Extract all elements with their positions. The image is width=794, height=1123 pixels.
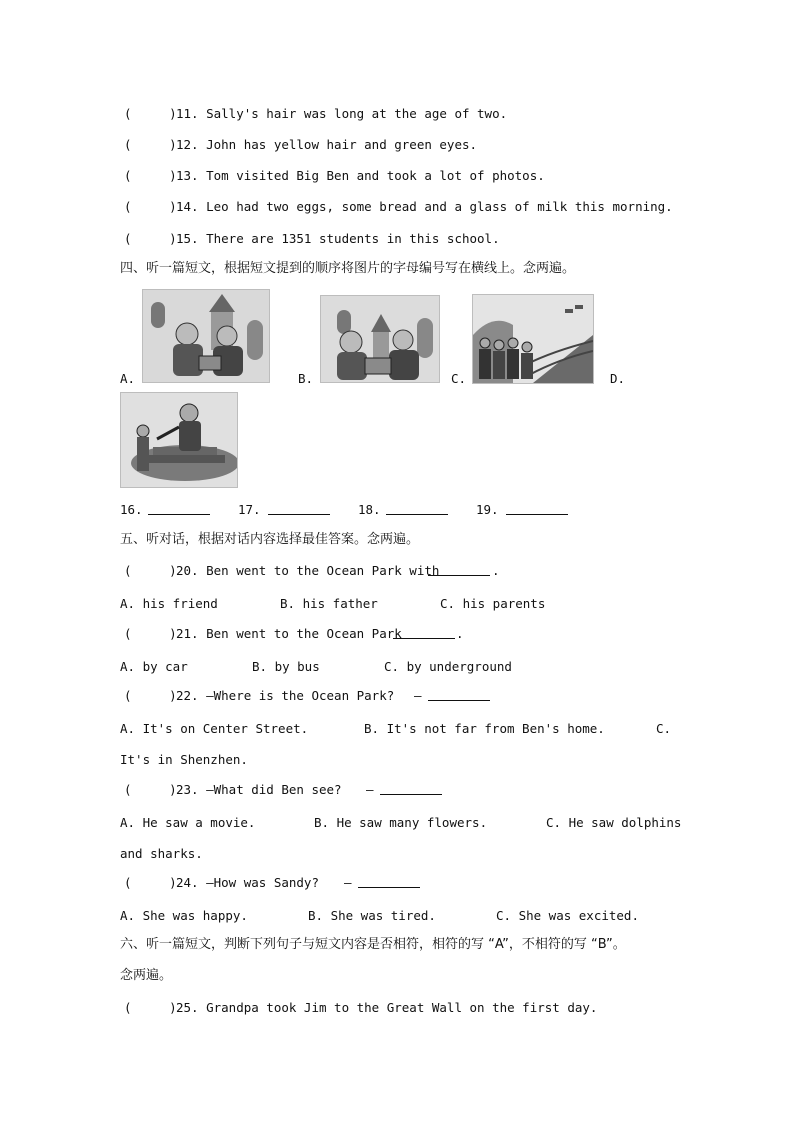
question-22-text: 22. —Where is the Ocean Park? [176,688,395,703]
question-21-blank[interactable] [393,626,455,639]
question-21-text: 21. Ben went to the Ocean Park [176,626,402,641]
answer-paren[interactable]: ( ) [124,626,177,641]
answer-16-number: 16. [120,502,143,517]
option-23-c-text: and sharks. [120,846,203,861]
question-24-blank[interactable] [358,875,420,888]
option-22-b: B. It's not far from Ben's home. [364,721,605,736]
section-6-heading: 六、听一篇短文，判断下列句子与短文内容是否相符，相符的写 “A”，不相符的写 “B”。 [120,937,626,952]
picture-a [142,289,270,383]
option-20-c: C. his parents [440,596,546,611]
answer-paren[interactable]: ( ) [124,1000,177,1015]
question-22-blank[interactable] [428,688,490,701]
question-23-dash: — [366,782,374,797]
question-text: 12. John has yellow hair and green eyes. [176,137,478,152]
answer-paren[interactable]: ( ) [124,563,177,578]
option-21-a: A. by car [120,659,188,674]
option-23-a: A. He saw a movie. [120,815,256,830]
option-21-c: C. by underground [384,659,512,674]
option-21-b: B. by bus [252,659,320,674]
section-6-heading-wrap: 念两遍。 [120,968,173,983]
answer-paren[interactable]: ( ) [124,688,177,703]
question-text: 15. There are 1351 students in this school. [176,231,500,246]
answer-paren[interactable]: ( ) [124,137,177,152]
answer-17-blank[interactable] [268,502,330,515]
answer-19-blank[interactable] [506,502,568,515]
option-22-c-text: It's in Shenzhen. [120,752,248,767]
answer-paren[interactable]: ( ) [124,199,177,214]
question-text: 11. Sally's hair was long at the age of two. [176,106,508,121]
question-20-end: . [492,563,500,578]
picture-d-illustration [121,393,237,487]
answer-17-number: 17. [238,502,261,517]
question-24-text: 24. —How was Sandy? [176,875,319,890]
answer-paren[interactable]: ( ) [124,875,177,890]
question-text: 13. Tom visited Big Ben and took a lot of photos. [176,168,545,183]
picture-label-c: C. [451,371,467,386]
question-21-end: . [456,626,464,641]
answer-18-number: 18. [358,502,381,517]
answer-paren[interactable]: ( ) [124,106,177,121]
question-23-blank[interactable] [380,782,442,795]
picture-c-illustration [473,295,593,383]
picture-label-d: D. [610,371,626,386]
option-20-b: B. his father [280,596,378,611]
option-22-a: A. It's on Center Street. [120,721,309,736]
picture-c [472,294,594,384]
picture-b-illustration [321,296,439,382]
question-20-text: 20. Ben went to the Ocean Park with [176,563,440,578]
answer-paren[interactable]: ( ) [124,231,177,246]
answer-16-blank[interactable] [148,502,210,515]
question-20-blank[interactable] [428,563,490,576]
question-22-dash: — [414,688,422,703]
picture-b [320,295,440,383]
question-24-dash: — [344,875,352,890]
picture-d [120,392,238,488]
question-23-text: 23. —What did Ben see? [176,782,342,797]
answer-18-blank[interactable] [386,502,448,515]
answer-paren[interactable]: ( ) [124,782,177,797]
section-5-heading: 五、听对话，根据对话内容选择最佳答案。念两遍。 [120,532,420,547]
question-text: 14. Leo had two eggs, some bread and a glass of milk this morning. [176,199,673,214]
picture-label-b: B. [298,371,314,386]
option-24-b: B. She was tired. [308,908,436,923]
option-22-c: C. [656,721,672,736]
picture-label-a: A. [120,371,136,386]
answer-paren[interactable]: ( ) [124,168,177,183]
picture-a-illustration [143,290,269,382]
answer-19-number: 19. [476,502,499,517]
section-4-heading: 四、听一篇短文，根据短文提到的顺序将图片的字母编号写在横线上。念两遍。 [120,261,576,276]
option-24-c: C. She was excited. [496,908,639,923]
option-23-b: B. He saw many flowers. [314,815,488,830]
option-23-c: C. He saw dolphins [546,815,682,830]
option-20-a: A. his friend [120,596,218,611]
option-24-a: A. She was happy. [120,908,248,923]
question-25-text: 25. Grandpa took Jim to the Great Wall on the first day. [176,1000,598,1015]
